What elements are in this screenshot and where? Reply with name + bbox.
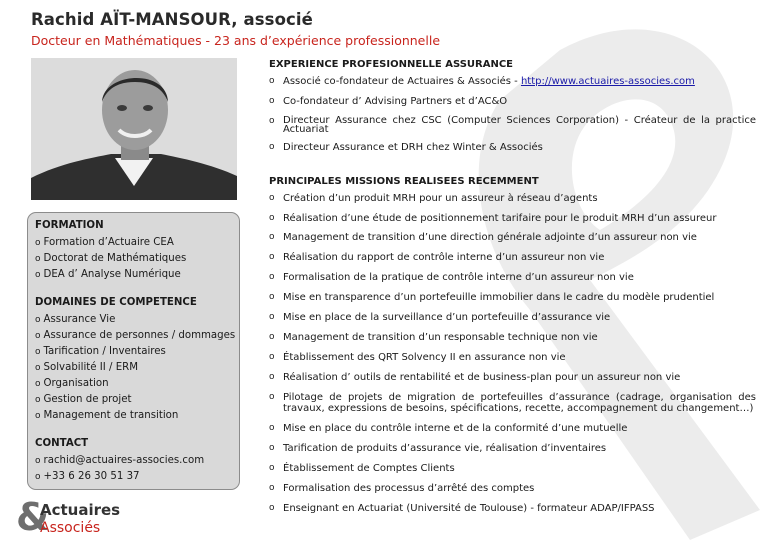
bullet-icon: o <box>269 272 275 283</box>
bullet-icon: o <box>269 422 275 433</box>
mission-item: o Formalisation des processus d’arrêté des comptes <box>269 482 535 494</box>
bullet-icon: o <box>269 442 275 453</box>
person-name: Rachid AÏT-MANSOUR, associé <box>31 10 313 29</box>
bullet-icon: o <box>269 502 275 513</box>
mission-item: o Mise en place du contrôle interne et de la conformité d’une mutuelle <box>269 422 628 434</box>
domaine-item: o Assurance de personnes / dommages <box>35 330 236 341</box>
bullet-icon: o <box>269 252 275 263</box>
experience-item: o Co-fondateur d’ Advising Partners et d’AC&O <box>269 95 508 107</box>
portrait-icon <box>31 58 237 200</box>
experience-item: o Associé co-fondateur de Actuaires & Associés - http://www.actuaires-associes.com <box>269 76 695 87</box>
mission-item: o Tarification de produits d’assurance vie, réalisation d’inventaires <box>269 442 607 454</box>
mission-item: o Établissement des QRT Solvency II en assurance non vie <box>269 351 566 363</box>
mission-item: o Réalisation du rapport de contrôle interne d’un assureur non vie <box>269 252 605 264</box>
formation-title: FORMATION <box>35 220 104 231</box>
bullet-icon: o <box>35 315 41 325</box>
bullet-icon: o <box>269 95 275 106</box>
bullet-icon: o <box>35 347 41 357</box>
domaine-item: o Gestion de projet <box>35 394 132 405</box>
bullet-icon: o <box>269 232 275 243</box>
bullet-icon: o <box>269 482 275 493</box>
company-logo <box>16 496 146 536</box>
formation-item: o DEA d’ Analyse Numérique <box>35 269 181 280</box>
mission-item: o Réalisation d’ outils de rentabilité et de business-plan pour un assureur non vie <box>269 371 681 383</box>
mission-item: o Réalisation d’une étude de positionnement tarifaire pour le produit MRH d’un assureur <box>269 212 717 224</box>
domaine-item: o Tarification / Inventaires <box>35 346 166 357</box>
experience-item: o Directeur Assurance chez CSC (Computer Sciences Corporation) - Créateur de la practice Actuariat <box>269 114 756 136</box>
main-content <box>269 59 756 522</box>
bullet-icon: o <box>35 395 41 405</box>
sidebar-panel <box>27 212 240 490</box>
domaine-item: o Management de transition <box>35 410 179 421</box>
missions-title: PRINCIPALES MISSIONS REALISEES RECEMMENT <box>269 175 539 187</box>
bullet-icon: o <box>269 462 275 473</box>
contact-title: CONTACT <box>35 438 89 449</box>
bullet-icon: o <box>35 411 41 421</box>
bullet-icon: o <box>269 391 275 402</box>
bullet-icon: o <box>35 363 41 373</box>
mission-item: o Formalisation de la pratique de contrôle interne d’un assureur non vie <box>269 272 634 284</box>
logo-ampersand: & <box>16 496 50 536</box>
portrait-photo <box>31 58 237 200</box>
bullet-icon: o <box>35 456 41 466</box>
domaine-item: o Organisation <box>35 378 109 389</box>
bullet-icon: o <box>269 212 275 223</box>
bullet-icon: o <box>269 115 275 126</box>
bullet-icon: o <box>269 141 275 152</box>
contact-email[interactable]: o rachid@actuaires-associes.com <box>35 455 205 466</box>
bullet-icon: o <box>35 254 41 264</box>
domaines-title: DOMAINES DE COMPETENCE <box>35 297 197 308</box>
bullet-icon: o <box>269 312 275 323</box>
bullet-icon: o <box>35 331 41 341</box>
mission-item: o Mise en place de la surveillance d’un portefeuille d’assurance vie <box>269 312 611 324</box>
mission-item: o Management de transition d’un responsable technique non vie <box>269 331 598 343</box>
bullet-icon: o <box>35 238 41 248</box>
bullet-icon: o <box>269 351 275 362</box>
mission-item: o Pilotage de projets de migration de portefeuilles d’assurance (cadrage, organisation des travaux, expressions de besoins, spécifications, recette, accompagnement du changement…) <box>269 391 756 415</box>
mission-item: o Création d’un produit MRH pour un assureur à réseau d’agents <box>269 192 598 204</box>
contact-phone: o +33 6 26 30 51 37 <box>35 471 140 482</box>
bullet-icon: o <box>269 371 275 382</box>
experience-title: EXPERIENCE PROFESIONNELLE ASSURANCE <box>269 59 514 70</box>
mission-item: o Enseignant en Actuariat (Université de Toulouse) - formateur ADAP/IFPASS <box>269 502 655 514</box>
bullet-icon: o <box>269 331 275 342</box>
bullet-icon: o <box>269 192 275 203</box>
mission-item: o Management de transition d’une direction générale adjointe d’un assureur non vie <box>269 232 697 244</box>
domaine-item: o Assurance Vie <box>35 314 116 325</box>
logo-line2: Associés <box>40 520 101 536</box>
bullet-icon: o <box>35 472 41 482</box>
formation-item: o Doctorat de Mathématiques <box>35 253 187 264</box>
person-subtitle: Docteur en Mathématiques - 23 ans d’expérience professionnelle <box>31 33 441 48</box>
formation-item: o Formation d’Actuaire CEA <box>35 237 174 248</box>
mission-item: o Établissement de Comptes Clients <box>269 462 455 474</box>
bullet-icon: o <box>35 270 41 280</box>
logo-line1: Actuaires <box>40 501 121 519</box>
header <box>31 10 440 48</box>
bullet-icon: o <box>269 76 275 86</box>
domaine-item: o Solvabilité II / ERM <box>35 362 138 373</box>
bullet-icon: o <box>35 379 41 389</box>
website-link[interactable]: http://www.actuaires-associes.com <box>520 76 695 87</box>
mission-item: o Mise en transparence d’un portefeuille immobilier dans le cadre du modèle prudentiel <box>269 292 715 304</box>
experience-item: o Directeur Assurance et DRH chez Winter & Associés <box>269 141 543 153</box>
bullet-icon: o <box>269 292 275 303</box>
